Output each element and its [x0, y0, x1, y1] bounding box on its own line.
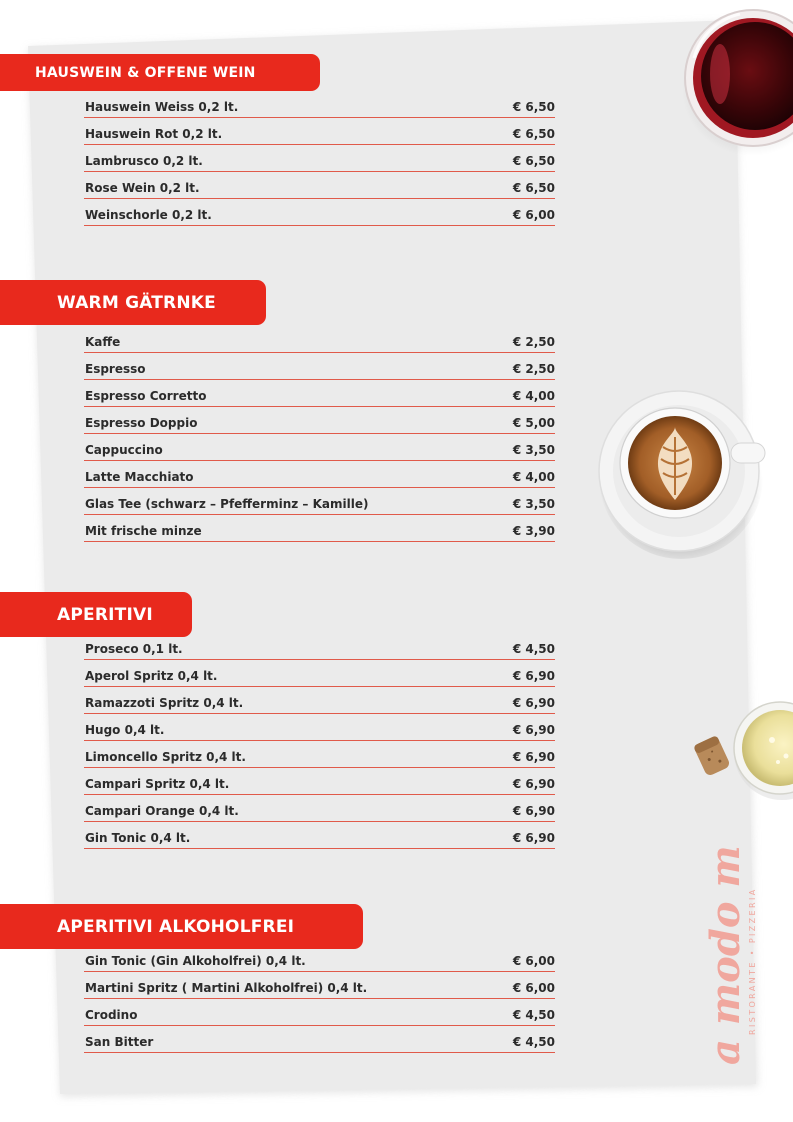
menu-item: [84, 972, 555, 999]
menu-item: [84, 199, 555, 226]
section-header-aperitivi-alkoholfrei: [0, 904, 363, 949]
section-title: WARM GÄTRNKE: [57, 292, 216, 313]
menu-list-hauswein: [84, 91, 555, 226]
menu-item: [84, 407, 555, 434]
cappuccino-cup-image: [593, 385, 768, 560]
item-price: € 4,00: [512, 470, 555, 484]
brand-tagline: RISTORANTE • PIZZERIA: [748, 887, 757, 1035]
menu-item: [84, 353, 555, 380]
item-name: Mit frische minze: [85, 524, 202, 538]
item-price: € 4,00: [512, 389, 555, 403]
item-price: € 2,50: [512, 335, 555, 349]
menu-item: [84, 172, 555, 199]
item-price: € 6,50: [512, 154, 555, 168]
item-price: € 3,50: [512, 443, 555, 457]
menu-item: [84, 945, 555, 972]
menu-item: [84, 434, 555, 461]
item-name: Martini Spritz ( Martini Alkoholfrei) 0,4 lt.: [85, 981, 368, 995]
item-price: € 6,90: [512, 696, 555, 710]
item-price: € 6,90: [512, 723, 555, 737]
menu-item: [84, 714, 555, 741]
item-name: Hugo 0,4 lt.: [85, 723, 165, 737]
item-price: € 6,00: [512, 981, 555, 995]
menu-list-aperitivi: [84, 633, 555, 849]
item-price: € 6,90: [512, 669, 555, 683]
item-name: Hauswein Weiss 0,2 lt.: [85, 100, 239, 114]
menu-item: [84, 488, 555, 515]
item-name: Cappuccino: [85, 443, 163, 457]
brand-logo-text: a modo mio: [702, 845, 749, 1065]
item-name: Hauswein Rot 0,2 lt.: [85, 127, 223, 141]
section-title: APERITIVI: [57, 604, 153, 625]
menu-list-aperitivi-alkoholfrei: [84, 945, 555, 1053]
item-name: Crodino: [85, 1008, 138, 1022]
section-title: HAUSWEIN & OFFENE WEIN: [35, 64, 256, 81]
red-wine-glass-image: [680, 0, 793, 160]
menu-item: [84, 999, 555, 1026]
item-price: € 3,50: [512, 497, 555, 511]
section-title: APERITIVI ALKOHOLFREI: [57, 916, 295, 937]
section-header-hauswein: [0, 54, 320, 91]
item-name: San Bitter: [85, 1035, 154, 1049]
item-name: Aperol Spritz 0,4 lt.: [85, 669, 218, 683]
item-name: Gin Tonic (Gin Alkoholfrei) 0,4 lt.: [85, 954, 306, 968]
menu-item: [84, 660, 555, 687]
item-name: Rose Wein 0,2 lt.: [85, 181, 200, 195]
menu-item: [84, 822, 555, 849]
menu-item: [84, 515, 555, 542]
item-price: € 6,90: [512, 831, 555, 845]
item-price: € 6,00: [512, 954, 555, 968]
menu-item: [84, 145, 555, 172]
menu-item: [84, 633, 555, 660]
item-price: € 6,50: [512, 127, 555, 141]
menu-item: [84, 461, 555, 488]
menu-item: [84, 687, 555, 714]
item-name: Gin Tonic 0,4 lt.: [85, 831, 191, 845]
section-header-aperitivi: [0, 592, 192, 637]
item-price: € 6,00: [512, 208, 555, 222]
item-name: Latte Macchiato: [85, 470, 194, 484]
item-price: € 6,90: [512, 777, 555, 791]
menu-item: [84, 118, 555, 145]
menu-item: [84, 795, 555, 822]
item-price: € 6,90: [512, 750, 555, 764]
item-name: Lambrusco 0,2 lt.: [85, 154, 203, 168]
item-name: Ramazzoti Spritz 0,4 lt.: [85, 696, 244, 710]
menu-item: [84, 91, 555, 118]
item-name: Limoncello Spritz 0,4 lt.: [85, 750, 246, 764]
item-price: € 4,50: [512, 1008, 555, 1022]
menu-item: [84, 1026, 555, 1053]
item-name: Espresso Corretto: [85, 389, 207, 403]
menu-item: [84, 741, 555, 768]
item-price: € 2,50: [512, 362, 555, 376]
menu-item: [84, 768, 555, 795]
section-header-warm-getraenke: [0, 280, 266, 325]
item-name: Glas Tee (schwarz – Pfefferminz – Kamille): [85, 497, 369, 511]
item-name: Weinschorle 0,2 lt.: [85, 208, 212, 222]
item-price: € 6,50: [512, 100, 555, 114]
menu-list-warm-getraenke: [84, 326, 555, 542]
item-name: Espresso Doppio: [85, 416, 198, 430]
item-price: € 6,50: [512, 181, 555, 195]
item-price: € 6,90: [512, 804, 555, 818]
item-price: € 4,50: [512, 642, 555, 656]
menu-item: [84, 380, 555, 407]
item-name: Kaffe: [85, 335, 121, 349]
item-name: Espresso: [85, 362, 146, 376]
item-name: Campari Orange 0,4 lt.: [85, 804, 239, 818]
item-name: Campari Spritz 0,4 lt.: [85, 777, 230, 791]
item-name: Proseco 0,1 lt.: [85, 642, 183, 656]
prosecco-glass-and-cork-image: [690, 690, 793, 810]
item-price: € 4,50: [512, 1035, 555, 1049]
menu-item: [84, 326, 555, 353]
item-price: € 5,00: [512, 416, 555, 430]
brand-logo: [693, 845, 759, 1070]
item-price: € 3,90: [512, 524, 555, 538]
